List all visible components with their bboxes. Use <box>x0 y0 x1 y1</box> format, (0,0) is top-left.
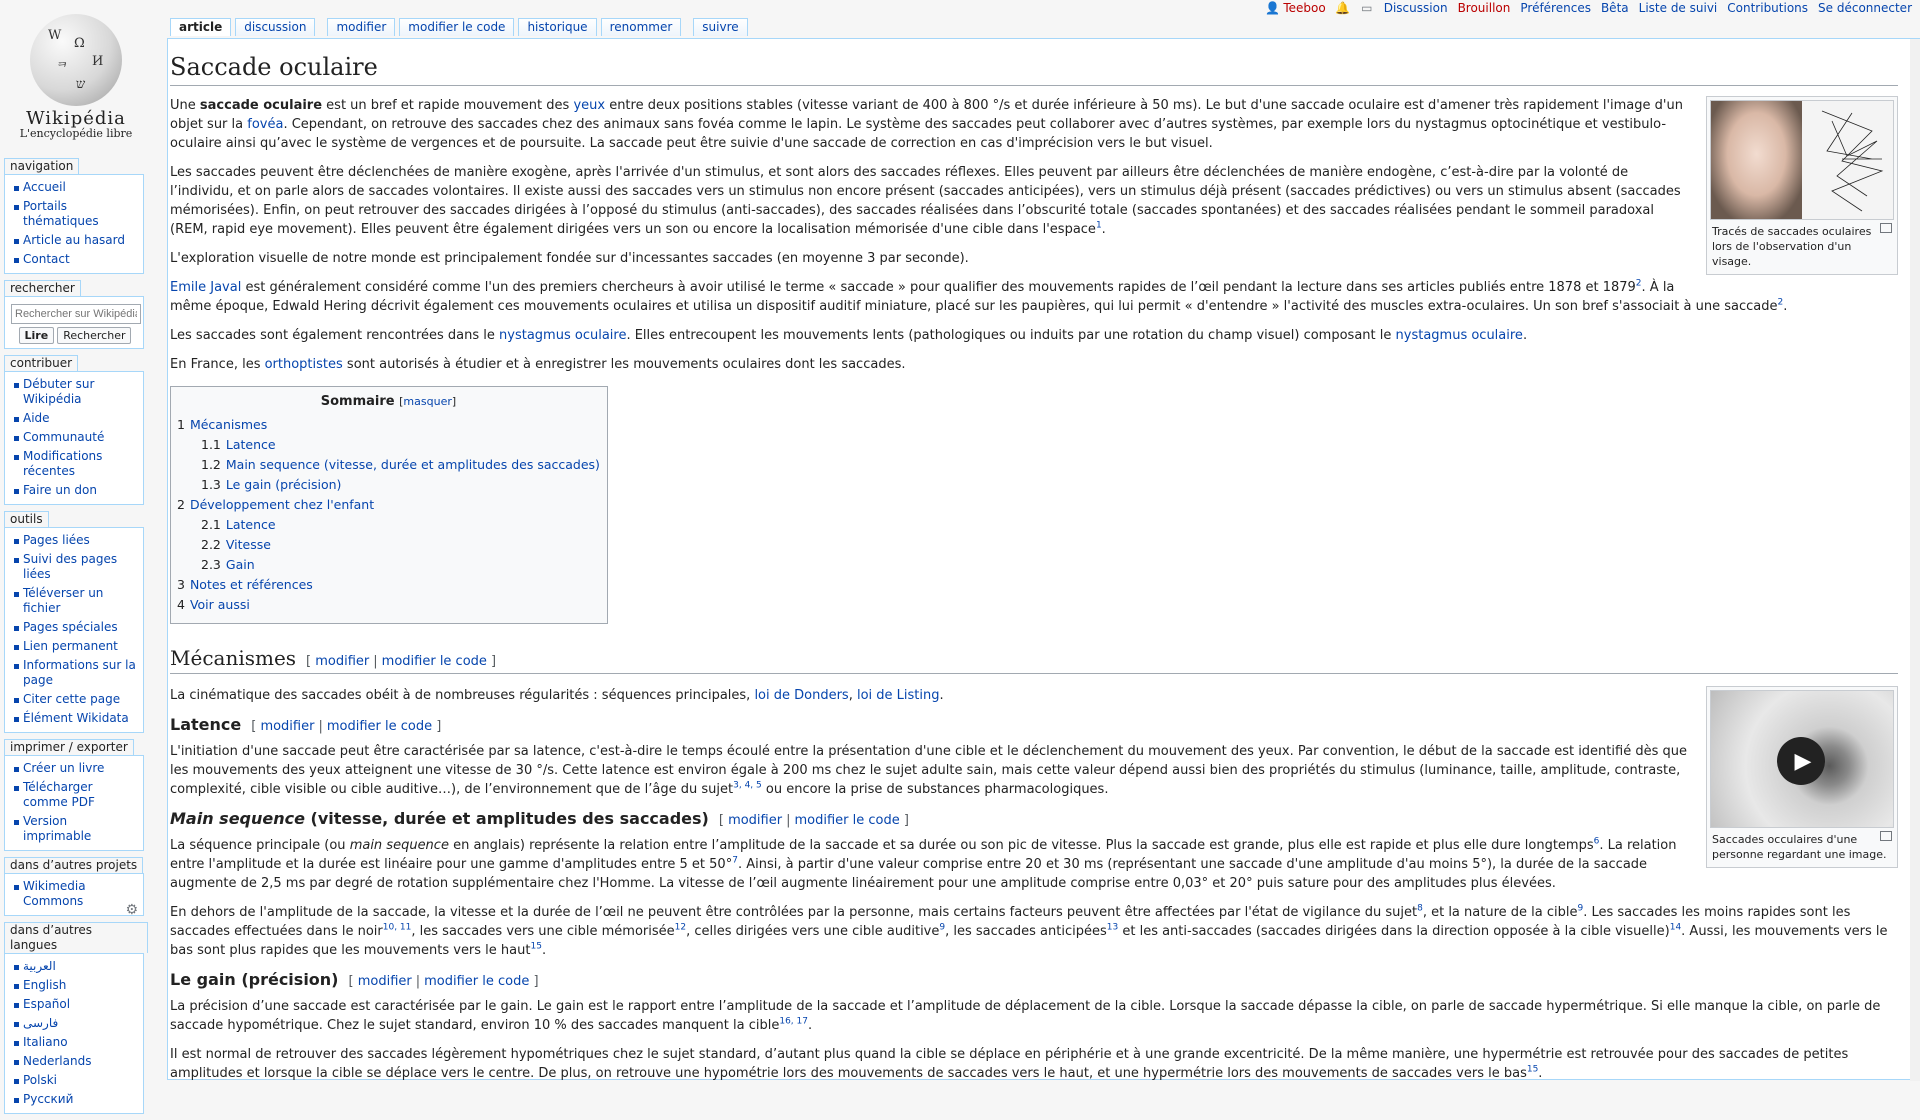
tab-move[interactable]: renommer <box>601 18 682 36</box>
portal-languages <box>0 902 148 1114</box>
sidebar-item-printable[interactable]: Version imprimable <box>23 814 92 843</box>
globe-icon: W Ω И ᄏ ש <box>30 14 122 106</box>
link-nystagmus-2[interactable]: nystagmus oculaire <box>1395 328 1523 343</box>
intro-paragraph-1: Une saccade oculaire est un bref et rapide mouvement des yeux entre deux positions stables (vitesse variant de 400 à 800 °/s et durée inférieure à 50 ms). Le but d'une saccade oculaire est d'amener très rapidement l'image d'un objet sur la fovéa. Cependant, on retrouve des saccades chez des animaux sans fovéa comme le lapin. Le système des saccades peut collaborer avec d’autres systèmes, par exemple lors du nystagmus optocinétique et vestibulo-oculaire ainsi qu’avec le système de vergences et de poursuite. La saccade peut être suivie d'une saccade de correction en cas d'imprécision vers le but visuel. <box>170 98 1683 151</box>
ref-link[interactable]: 12 <box>674 922 687 933</box>
user-icon: 👤 <box>1265 1 1281 15</box>
personal-draft-link[interactable]: Brouillon <box>1457 1 1511 15</box>
lang-fa[interactable]: فارسی <box>23 1016 59 1030</box>
scrollbar[interactable] <box>1910 39 1920 1081</box>
sidebar-item-create-book[interactable]: Créer un livre <box>23 761 105 775</box>
intro-paragraph-6: En France, les orthoptistes sont autorisés à étudier et à enregistrer les mouvements oculaires dont les saccades. <box>170 357 906 372</box>
edit-section-link[interactable]: modifier <box>315 654 370 669</box>
section-heading-mecanismes: Mécanismes [ modifier | modifier le code ] <box>170 646 1898 674</box>
sidebar-item-contact[interactable]: Contact <box>23 252 70 266</box>
ref-link[interactable]: 9 <box>939 922 946 933</box>
toc-item[interactable]: 1.3 Le gain (précision) <box>201 477 342 492</box>
edit-source-section-link[interactable]: modifier le code <box>381 654 487 669</box>
sidebar-item-permalink[interactable]: Lien permanent <box>23 639 118 653</box>
paragraph-gain-1: La précision d’une saccade est caractérisée par le gain. Le gain est le rapport entre l’amplitude de la saccade et l’amplitude de déplacement de la cible. Lorsque la saccade dépasse la cible, on parle de saccade hypermétrique. Si elle manque la cible, on parle de saccade hypométrique. Chez le sujet standard, environ 10 % des saccades manquent la cible$^{16, 17}$. <box>170 999 1881 1033</box>
lang-ru[interactable]: Русский <box>23 1092 74 1106</box>
paragraph-mecanismes: La cinématique des saccades obéit à de nombreuses régularités : séquences principales, loi de Donders, loi de Listing. <box>170 688 944 703</box>
personal-watchlist-link[interactable]: Liste de suivi <box>1638 1 1718 15</box>
ref-link[interactable]: 16, 17 <box>779 1016 808 1027</box>
section-heading-main-sequence: Main sequence (vitesse, durée et amplitudes des saccades) [ modifier | modifier le code ] <box>170 809 909 828</box>
intro-paragraph-3: L'exploration visuelle de notre monde est principalement fondée sur d'incessantes saccades (en moyenne 3 par seconde). <box>170 251 969 266</box>
toc-item[interactable]: 1.1 Latence <box>201 437 276 452</box>
sidebar-item-getting-started[interactable]: Débuter sur Wikipédia <box>23 377 95 406</box>
portal-contribute <box>0 355 148 505</box>
ref-link[interactable]: 8 <box>1417 903 1423 914</box>
table-of-contents: Sommaire [masquer] 1 Mécanismes 1.1 Latence 1.2 Main sequence (vitesse, durée et amplitudes des saccades) 1.3 Le gain (précision) 2 Développement chez l'enfant 2.1 Latence 2.2 Vitesse 2.3 Gain 3 Notes et références 4 Voir aussi <box>170 386 608 624</box>
lang-it[interactable]: Italiano <box>23 1035 68 1049</box>
edit-source-section-link[interactable]: modifier le code <box>424 974 530 989</box>
ref-link[interactable]: 2 <box>1777 297 1784 308</box>
article-content <box>167 38 1920 1080</box>
thumbnail-video <box>1706 686 1898 868</box>
paragraph-main-sequence-1: La séquence principale (ou main sequence en anglais) représente la relation entre l’amplitude de la saccade et sa durée ou son pic de vitesse. Plus la saccade est grande, plus elle est rapide et plus elle dure longtemps$^6$. La relation entre l'amplitude et la durée est linéaire pour une gamme d'amplitudes entre 5 et 50°$^7$. Ainsi, à partir d'une valeur comprise entre 20 et 30 ms (représentant une saccade d'une amplitude d'au moins 5°), la durée de la saccade augmente de 2,5 ms par degré de rotation supplémentaire chez l'Homme. La vitesse de l’œil augmente linéairement pour une amplitude comprise entre 0,03° et 20° puis sature pour des amplitudes plus élevées. <box>170 836 1677 891</box>
search-button[interactable]: Rechercher <box>57 327 131 344</box>
enlarge-icon[interactable] <box>1880 831 1892 841</box>
read-button[interactable]: Lire <box>19 327 55 344</box>
tab-history[interactable]: historique <box>518 18 596 36</box>
toc-item[interactable]: 2.3 Gain <box>201 557 255 572</box>
paragraph-latence: L'initiation d'une saccade peut être caractérisée par sa latence, c'est-à-dire le temps écoulé entre la présentation d'une cible et le déclenchement du mouvement des yeux. Par convention, le début de la saccade est identifié dès que les mouvements des yeux atteignent une vitesse de 30 °/s. Cette latence est environ égale à 200 ms chez le sujet adulte sain, mais cette valeur dépend aussi bien des propriétés du stimulus (luminance, taille, amplitude, contraste, complexité, cible visible ou cible auditive…), de l’environnement que de l’âge du sujet$^{3, 4, 5}$ ou encore la prise de substances pharmacologiques. <box>170 744 1687 797</box>
sidebar-item-related-changes[interactable]: Suivi des pages liées <box>23 552 118 581</box>
ref-link[interactable]: 10, 11 <box>382 922 412 933</box>
portal-print <box>0 739 148 851</box>
edit-section-link[interactable]: modifier <box>728 813 783 828</box>
lang-pl[interactable]: Polski <box>23 1073 58 1087</box>
link-listing[interactable]: loi de Listing <box>856 688 940 703</box>
sidebar-item-donate[interactable]: Faire un don <box>23 483 97 497</box>
paragraph-gain-2: Il est normal de retrouver des saccades légèrement hypométriques chez le sujet standard, d’autant plus quand la cible se déplace en périphérie et à une grande excentricité. De la même manière, une hypermétrie est retrouvée pour des saccades de petites amplitudes et lorsque la cible se déplace vers le centre. De plus, on retrouve une hypométrie lors des mouvements de saccades vers le haut, et une hypermétrie lors des mouvements de saccades vers le bas$^{15}$. <box>170 1047 1849 1081</box>
edit-section-link[interactable]: modifier <box>357 974 412 989</box>
ref-link[interactable]: 6 <box>1593 836 1600 847</box>
portal-search <box>0 280 148 349</box>
lang-ar[interactable]: العربية <box>23 959 56 973</box>
sidebar-item-what-links-here[interactable]: Pages liées <box>23 533 90 547</box>
face-tracing-image[interactable] <box>1710 100 1894 220</box>
play-icon: ▶ <box>1794 748 1812 774</box>
personal-discussion-link[interactable]: Discussion <box>1383 1 1448 15</box>
toc-hide-link[interactable]: masquer <box>403 395 452 408</box>
link-nystagmus[interactable]: nystagmus oculaire <box>499 328 627 343</box>
toc-item[interactable]: 1 Mécanismes <box>177 417 268 432</box>
logo-wordmark: Wikipédia <box>26 108 126 129</box>
toc-title: Sommaire <box>320 394 395 409</box>
link-fovea[interactable]: fovéa <box>247 117 284 132</box>
bell-icon[interactable]: 🔔 <box>1335 1 1351 15</box>
page-tabs <box>170 18 748 38</box>
lang-nl[interactable]: Nederlands <box>23 1054 92 1068</box>
page-title: Saccade oculaire <box>170 53 1898 86</box>
logo-tagline: L'encyclopédie libre <box>19 127 133 140</box>
toc-item[interactable]: 3 Notes et références <box>177 577 313 592</box>
personal-preferences-link[interactable]: Préférences <box>1520 1 1591 15</box>
portal-heading: navigation <box>4 158 79 174</box>
tab-article[interactable]: article <box>170 18 231 36</box>
sidebar-item-special-pages[interactable]: Pages spéciales <box>23 620 118 634</box>
sidebar-item-download-pdf[interactable]: Télécharger comme PDF <box>23 780 95 809</box>
thumbnail-caption: Saccades occulaires d'une personne regardant une image. <box>1712 833 1887 861</box>
sidebar-item-commons[interactable]: Wikimedia Commons <box>23 879 86 908</box>
toc-item[interactable]: 2.1 Latence <box>201 517 276 532</box>
link-emile-javal[interactable]: Emile Javal <box>170 280 242 295</box>
sidebar-item-help[interactable]: Aide <box>23 411 50 425</box>
tab-discussion[interactable]: discussion <box>235 18 315 36</box>
toc-item[interactable]: 2.2 Vitesse <box>201 537 271 552</box>
portal-heading: rechercher <box>4 280 81 296</box>
sidebar-item-cite[interactable]: Citer cette page <box>23 692 121 706</box>
sidebar-item-portals[interactable]: Portails thématiques <box>23 199 99 228</box>
link-donders[interactable]: loi de Donders <box>754 688 849 703</box>
edit-source-section-link[interactable]: modifier le code <box>326 719 433 734</box>
user-link[interactable]: 👤 Teeboo <box>1265 1 1326 15</box>
ref-link[interactable]: 14 <box>1669 922 1682 933</box>
ref-link[interactable]: 15 <box>530 941 542 952</box>
personal-beta-link[interactable]: Bêta <box>1600 1 1629 15</box>
sidebar-item-recent-changes[interactable]: Modifications récentes <box>23 449 103 478</box>
link-yeux[interactable]: yeux <box>573 98 606 113</box>
link-orthoptistes[interactable]: orthoptistes <box>264 357 343 372</box>
personal-logout-link[interactable]: Se déconnecter <box>1818 1 1912 15</box>
ref-link[interactable]: 9 <box>1577 903 1584 914</box>
edit-source-section-link[interactable]: modifier le code <box>794 813 900 828</box>
portal-heading: dans d’autres langues <box>4 922 148 953</box>
paragraph-main-sequence-2: En dehors de l'amplitude de la saccade, la vitesse et la durée de l’œil ne peuvent être contrôlées par la personne, mais certains facteurs peuvent être affectées par l'état de vigilance du sujet$^8$, et la nature de la cible$^9$. Les saccades les moins rapides sont les saccades effectuées dans le noir$^{10, 11}$, les saccades vers une cible mémorisée$^{12}$, celles dirigées vers une cible auditive$^9$, les saccades anticipées$^{13}$ et les anti-saccades (saccades dirigées dans la direction opposée à la cible visuelle)$^{14}$. Aussi, les mouvements vers le bas sont plus rapides que les mouvements vers le haut$^{15}$. <box>170 903 1888 958</box>
tab-edit-source[interactable]: modifier le code <box>399 18 514 36</box>
search-input[interactable] <box>11 304 141 324</box>
ref-link[interactable]: 13 <box>1106 922 1119 933</box>
portal-tools <box>0 511 148 733</box>
sidebar-item-page-info[interactable]: Informations sur la page <box>23 658 136 687</box>
portal-navigation <box>0 158 148 274</box>
enlarge-icon[interactable] <box>1880 223 1892 233</box>
ref-link[interactable]: 3, 4, 5 <box>733 780 762 791</box>
portal-heading: imprimer / exporter <box>4 739 134 755</box>
ref-link[interactable]: 15 <box>1526 1064 1539 1075</box>
thumbnail-caption: Tracés de saccades oculaires lors de l'observation d'un visage. <box>1712 225 1872 268</box>
portal-heading: outils <box>4 511 49 527</box>
personal-tools <box>1265 0 1912 16</box>
sidebar-item-home[interactable]: Accueil <box>23 180 66 194</box>
sidebar-item-upload[interactable]: Téléverser un fichier <box>23 586 104 615</box>
tab-edit[interactable]: modifier <box>327 18 395 36</box>
thumbnail-face <box>1706 96 1898 275</box>
ref-link[interactable]: 2 <box>1635 278 1642 289</box>
lang-en[interactable]: English <box>23 978 67 992</box>
intro-paragraph-4: Emile Javal est généralement considéré comme l'un des premiers chercheurs à avoir utilisé le terme « saccade » pour qualifier des mouvements rapides de l’œil pendant la lecture dans ses articles publiés entre 1878 et 1879$^2$. À la même époque, Edwald Hering décrivit également ces mouvements oculaires et utilisa un dispositif auditif miniature, placé sur les paupières, qui lui permit « d'entendre » l'activité des muscles extra-oculaires. Un son bref s'associait à une saccade$^2$. <box>170 278 1788 314</box>
ref-link[interactable]: 1 <box>1095 220 1102 231</box>
section-heading-gain: Le gain (précision) [ modifier | modifier le code ] <box>170 970 539 989</box>
sidebar <box>0 158 148 1120</box>
intro-paragraph-2: Les saccades peuvent être déclenchées de manière exogène, après l'arrivée d'un stimulus, et sont alors des saccades réflexes. Elles peuvent par ailleurs être déclenchées de manière endogène, c’est-à-dire par la volonté de l’individu, et on parle alors de saccades volontaires. Il existe aussi des saccades vers un stimulus non encore présent (saccades anticipées), vers un stimulus déjà présent (saccades prédictives) ou vers un stimulus absent (saccades mémorisées). Enfin, on peut retrouver des saccades dirigées à l’opposé du stimulus (anti-saccades), des saccades réalisées dans l’obscurité totale (saccades spontanées) et des saccades réalisées pendant le sommeil paradoxal (REM, rapid eye movement). Elles peuvent être également dirigées vers un son ou encore la localisation mémorisée d'une cible dans l'espace$^1$. <box>170 165 1681 237</box>
tab-watch[interactable]: suivre <box>693 18 747 36</box>
sidebar-item-wikidata[interactable]: Élément Wikidata <box>23 711 129 725</box>
inbox-icon[interactable]: ▭ <box>1361 1 1373 15</box>
sidebar-item-random[interactable]: Article au hasard <box>23 233 125 247</box>
gear-icon[interactable]: ⚙ <box>125 902 138 918</box>
portal-heading: dans d’autres projets <box>4 857 143 873</box>
play-button[interactable] <box>1777 737 1825 785</box>
personal-contributions-link[interactable]: Contributions <box>1727 1 1809 15</box>
toc-item[interactable]: 1.2 Main sequence (vitesse, durée et amplitudes des saccades) <box>201 457 600 472</box>
intro-paragraph-5: Les saccades sont également rencontrées dans le nystagmus oculaire. Elles entrecoupent les mouvements lents (pathologiques ou induits par une rotation du champ visuel) composant le nystagmus oculaire. <box>170 328 1528 343</box>
site-logo[interactable] <box>10 8 142 156</box>
section-heading-latence: Latence [ modifier | modifier le code ] <box>170 715 442 734</box>
eye-video[interactable] <box>1710 690 1894 828</box>
toc-item[interactable]: 2 Développement chez l'enfant <box>177 497 375 512</box>
ref-link[interactable]: 7 <box>732 855 738 866</box>
portal-heading: contribuer <box>4 355 78 371</box>
lang-es[interactable]: Español <box>23 997 71 1011</box>
sidebar-item-community[interactable]: Communauté <box>23 430 105 444</box>
toc-item[interactable]: 4 Voir aussi <box>177 597 250 612</box>
edit-section-link[interactable]: modifier <box>260 719 315 734</box>
